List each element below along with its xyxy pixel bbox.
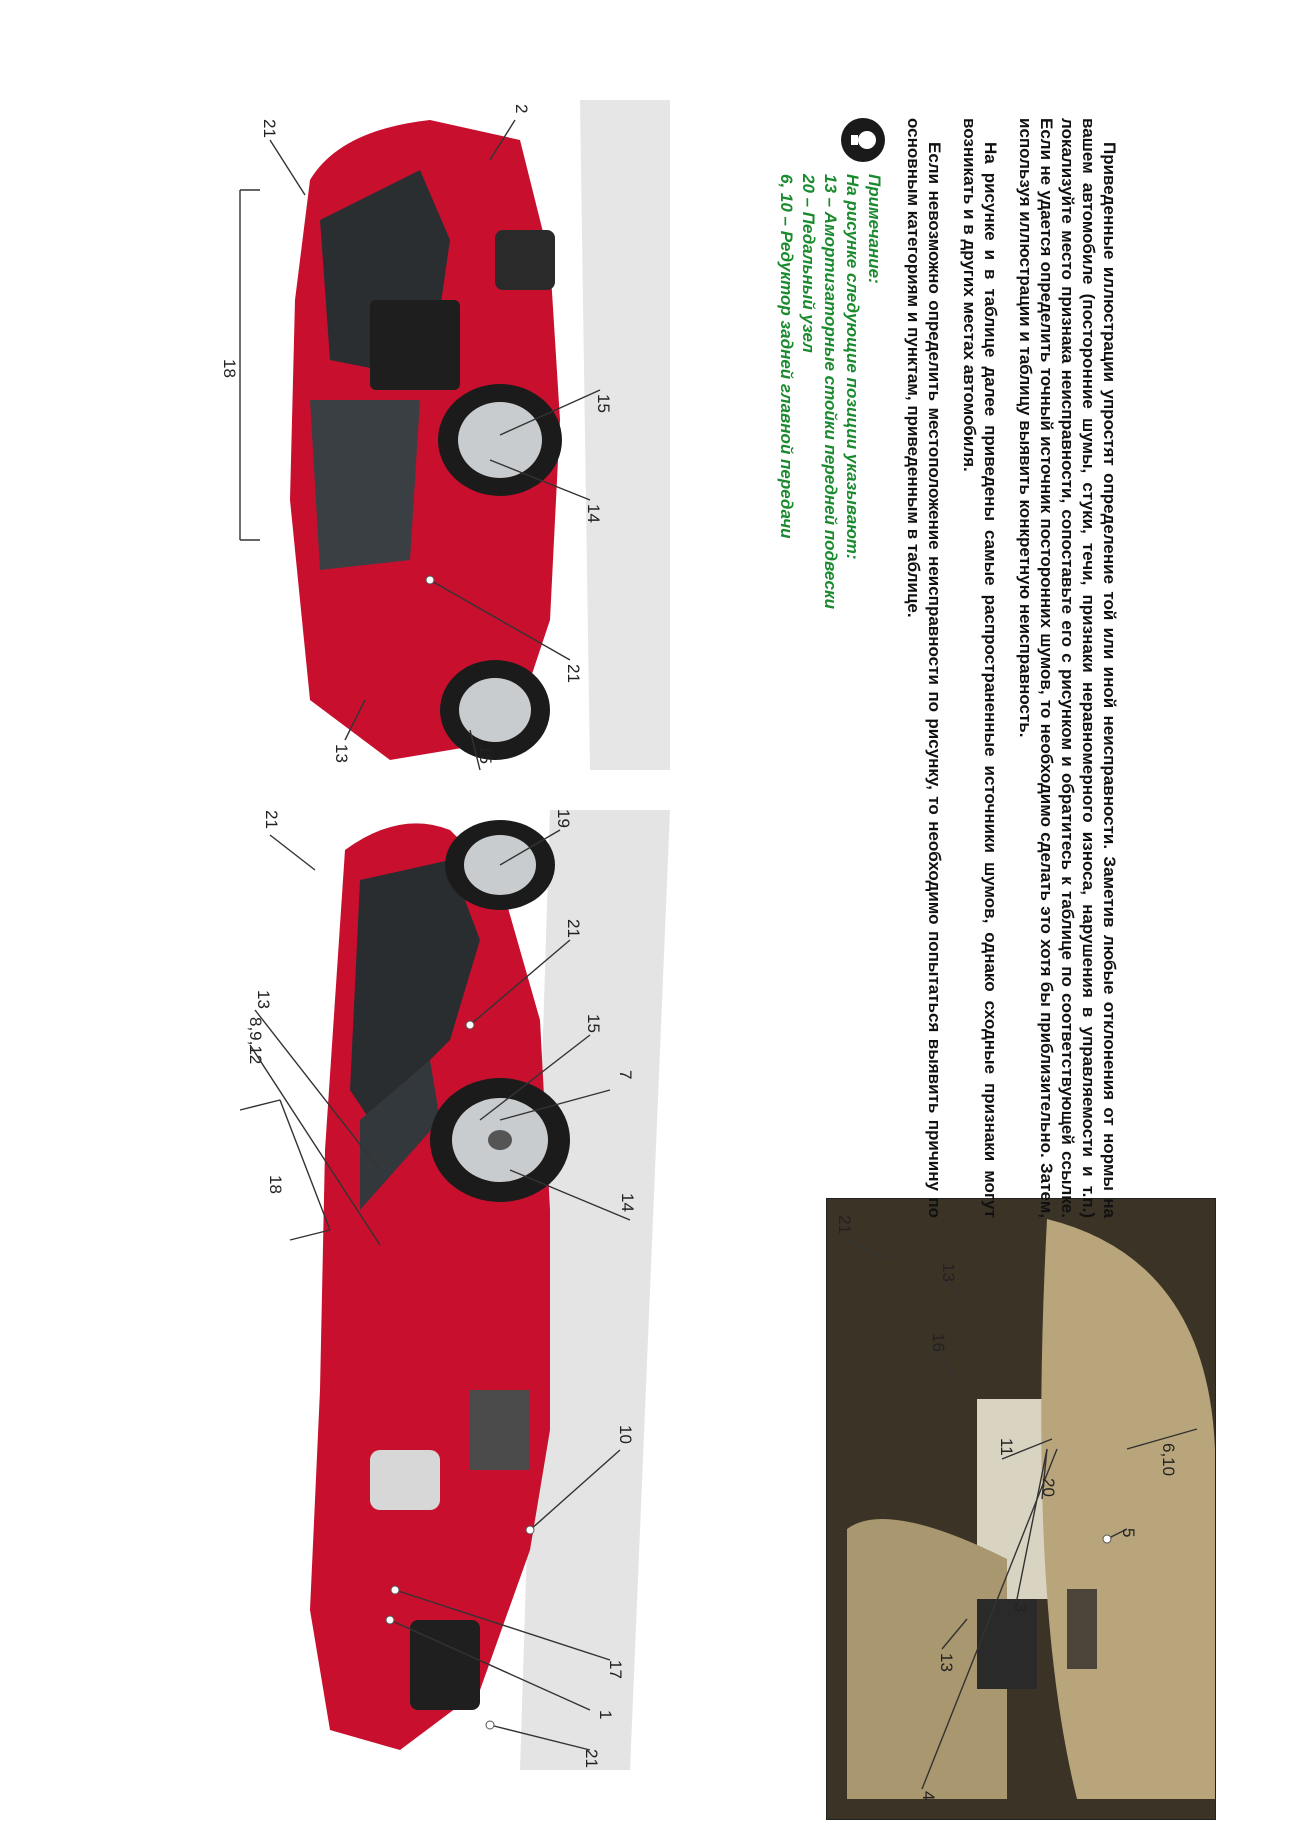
svg-text:18: 18 [220, 359, 239, 378]
explanatory-text [700, 118, 1120, 1218]
note-title: Примечание: [865, 174, 884, 284]
callout-2 [490, 104, 531, 160]
svg-text:16: 16 [929, 1333, 948, 1352]
callout-14-front [510, 1170, 637, 1220]
svg-text:5: 5 [1119, 1528, 1138, 1538]
callout-21-interior [835, 1215, 887, 1259]
callout-21-front-roof [262, 810, 315, 870]
callout-18-bracket-rear [220, 190, 260, 540]
callout-16 [929, 1333, 957, 1379]
callout-5 [1103, 1528, 1138, 1543]
svg-text:13: 13 [332, 744, 351, 763]
callout-21-rear-roof [260, 119, 305, 195]
svg-text:13: 13 [939, 1263, 958, 1282]
svg-text:15: 15 [476, 745, 495, 764]
svg-text:19: 19 [554, 809, 573, 828]
callout-18-bracket-front [240, 1100, 330, 1240]
note-block [775, 118, 885, 1218]
callout-17 [391, 1586, 625, 1679]
svg-text:21: 21 [564, 919, 583, 938]
callout-15-rear [500, 390, 613, 435]
svg-text:2: 2 [512, 104, 531, 114]
interior-callouts [827, 1199, 1215, 1819]
svg-text:3: 3 [1011, 1603, 1030, 1613]
svg-text:1: 1 [596, 1710, 615, 1720]
paragraph-2: На рисунке и в таблице далее приведены самые распространенные источники шумов, однако сходные признаки могут возникать и в других местах автомобиля. [960, 118, 1000, 1218]
rear-callouts [220, 100, 650, 780]
callout-8-9-12 [246, 1017, 380, 1245]
callout-21-rear-side [426, 576, 583, 683]
svg-text:18: 18 [266, 1175, 285, 1194]
callout-1 [386, 1616, 615, 1719]
callout-7 [500, 1070, 635, 1120]
svg-text:14: 14 [584, 504, 603, 523]
svg-text:13: 13 [254, 990, 273, 1009]
callout-15-front [480, 1014, 603, 1120]
note-lines [775, 174, 885, 609]
svg-text:15: 15 [584, 1014, 603, 1033]
note-intro: На рисунке следующие позиции указывают: [843, 174, 862, 560]
note-item-20: 20 – Педальный узел [799, 174, 818, 353]
svg-text:14: 14 [618, 1193, 637, 1212]
callout-13-interior-right [937, 1619, 967, 1672]
paragraph-1: Приведенные иллюстрации упростят определение той или иной неисправности. Заметив любые отклонения от нормы на вашем автомобиле (посторонние шумы, стуки, течи, признаки неравномерного износа, нарушения в управляемости и т.п.) локализуйте место признака неисправности, сопоставьте его с рисунком и обратитесь к таблице по соответствующей ссылке. Если не удается определить точный источник посторонних шумов, то необходимо сделать это хотя бы приблизительно. Затем, используя иллюстрации и таблицу выявить конкретную неисправность. [1016, 118, 1119, 1218]
lightbulb-icon [841, 118, 885, 162]
svg-text:10: 10 [616, 1425, 635, 1444]
svg-text:13: 13 [937, 1653, 956, 1672]
svg-text:21: 21 [260, 119, 279, 138]
callout-13-rear [332, 700, 365, 763]
front-callouts [230, 790, 650, 1790]
svg-text:21: 21 [835, 1215, 854, 1234]
svg-text:4: 4 [919, 1791, 938, 1801]
svg-text:17: 17 [606, 1660, 625, 1679]
callout-21-front-bumper [486, 1721, 601, 1768]
svg-text:15: 15 [594, 394, 613, 413]
svg-text:11: 11 [997, 1438, 1016, 1456]
svg-text:6,10: 6,10 [1159, 1443, 1178, 1477]
svg-text:21: 21 [262, 810, 281, 829]
interior-photo [826, 1198, 1216, 1820]
paragraph-3: Если невозможно определить местоположение неисправности по рисунку, то необходимо попытаться выявить причину по основным категориям и пунктам, приведенным в таблице. [904, 118, 944, 1218]
callout-4 [919, 1449, 1057, 1800]
callout-21-front-side [466, 919, 583, 1029]
note-item-6-10: 6, 10 – Редуктор задней главной передачи [777, 174, 796, 539]
callout-10-front [526, 1425, 635, 1534]
svg-text:8,9,12: 8,9,12 [246, 1017, 265, 1065]
svg-text:21: 21 [582, 1749, 601, 1768]
callout-14-rear [490, 460, 603, 523]
svg-text:20: 20 [1039, 1478, 1058, 1497]
callout-19 [500, 809, 573, 865]
svg-text:21: 21 [564, 664, 583, 683]
callout-13-interior-left [939, 1263, 967, 1299]
callout-11 [997, 1438, 1052, 1459]
svg-text:7: 7 [616, 1070, 635, 1080]
callout-15-rear-front [470, 730, 495, 770]
callout-3 [1011, 1449, 1047, 1612]
callout-6-10 [1127, 1429, 1197, 1476]
note-item-13: 13 – Амортизаторные стойки передней подвески [821, 174, 840, 609]
